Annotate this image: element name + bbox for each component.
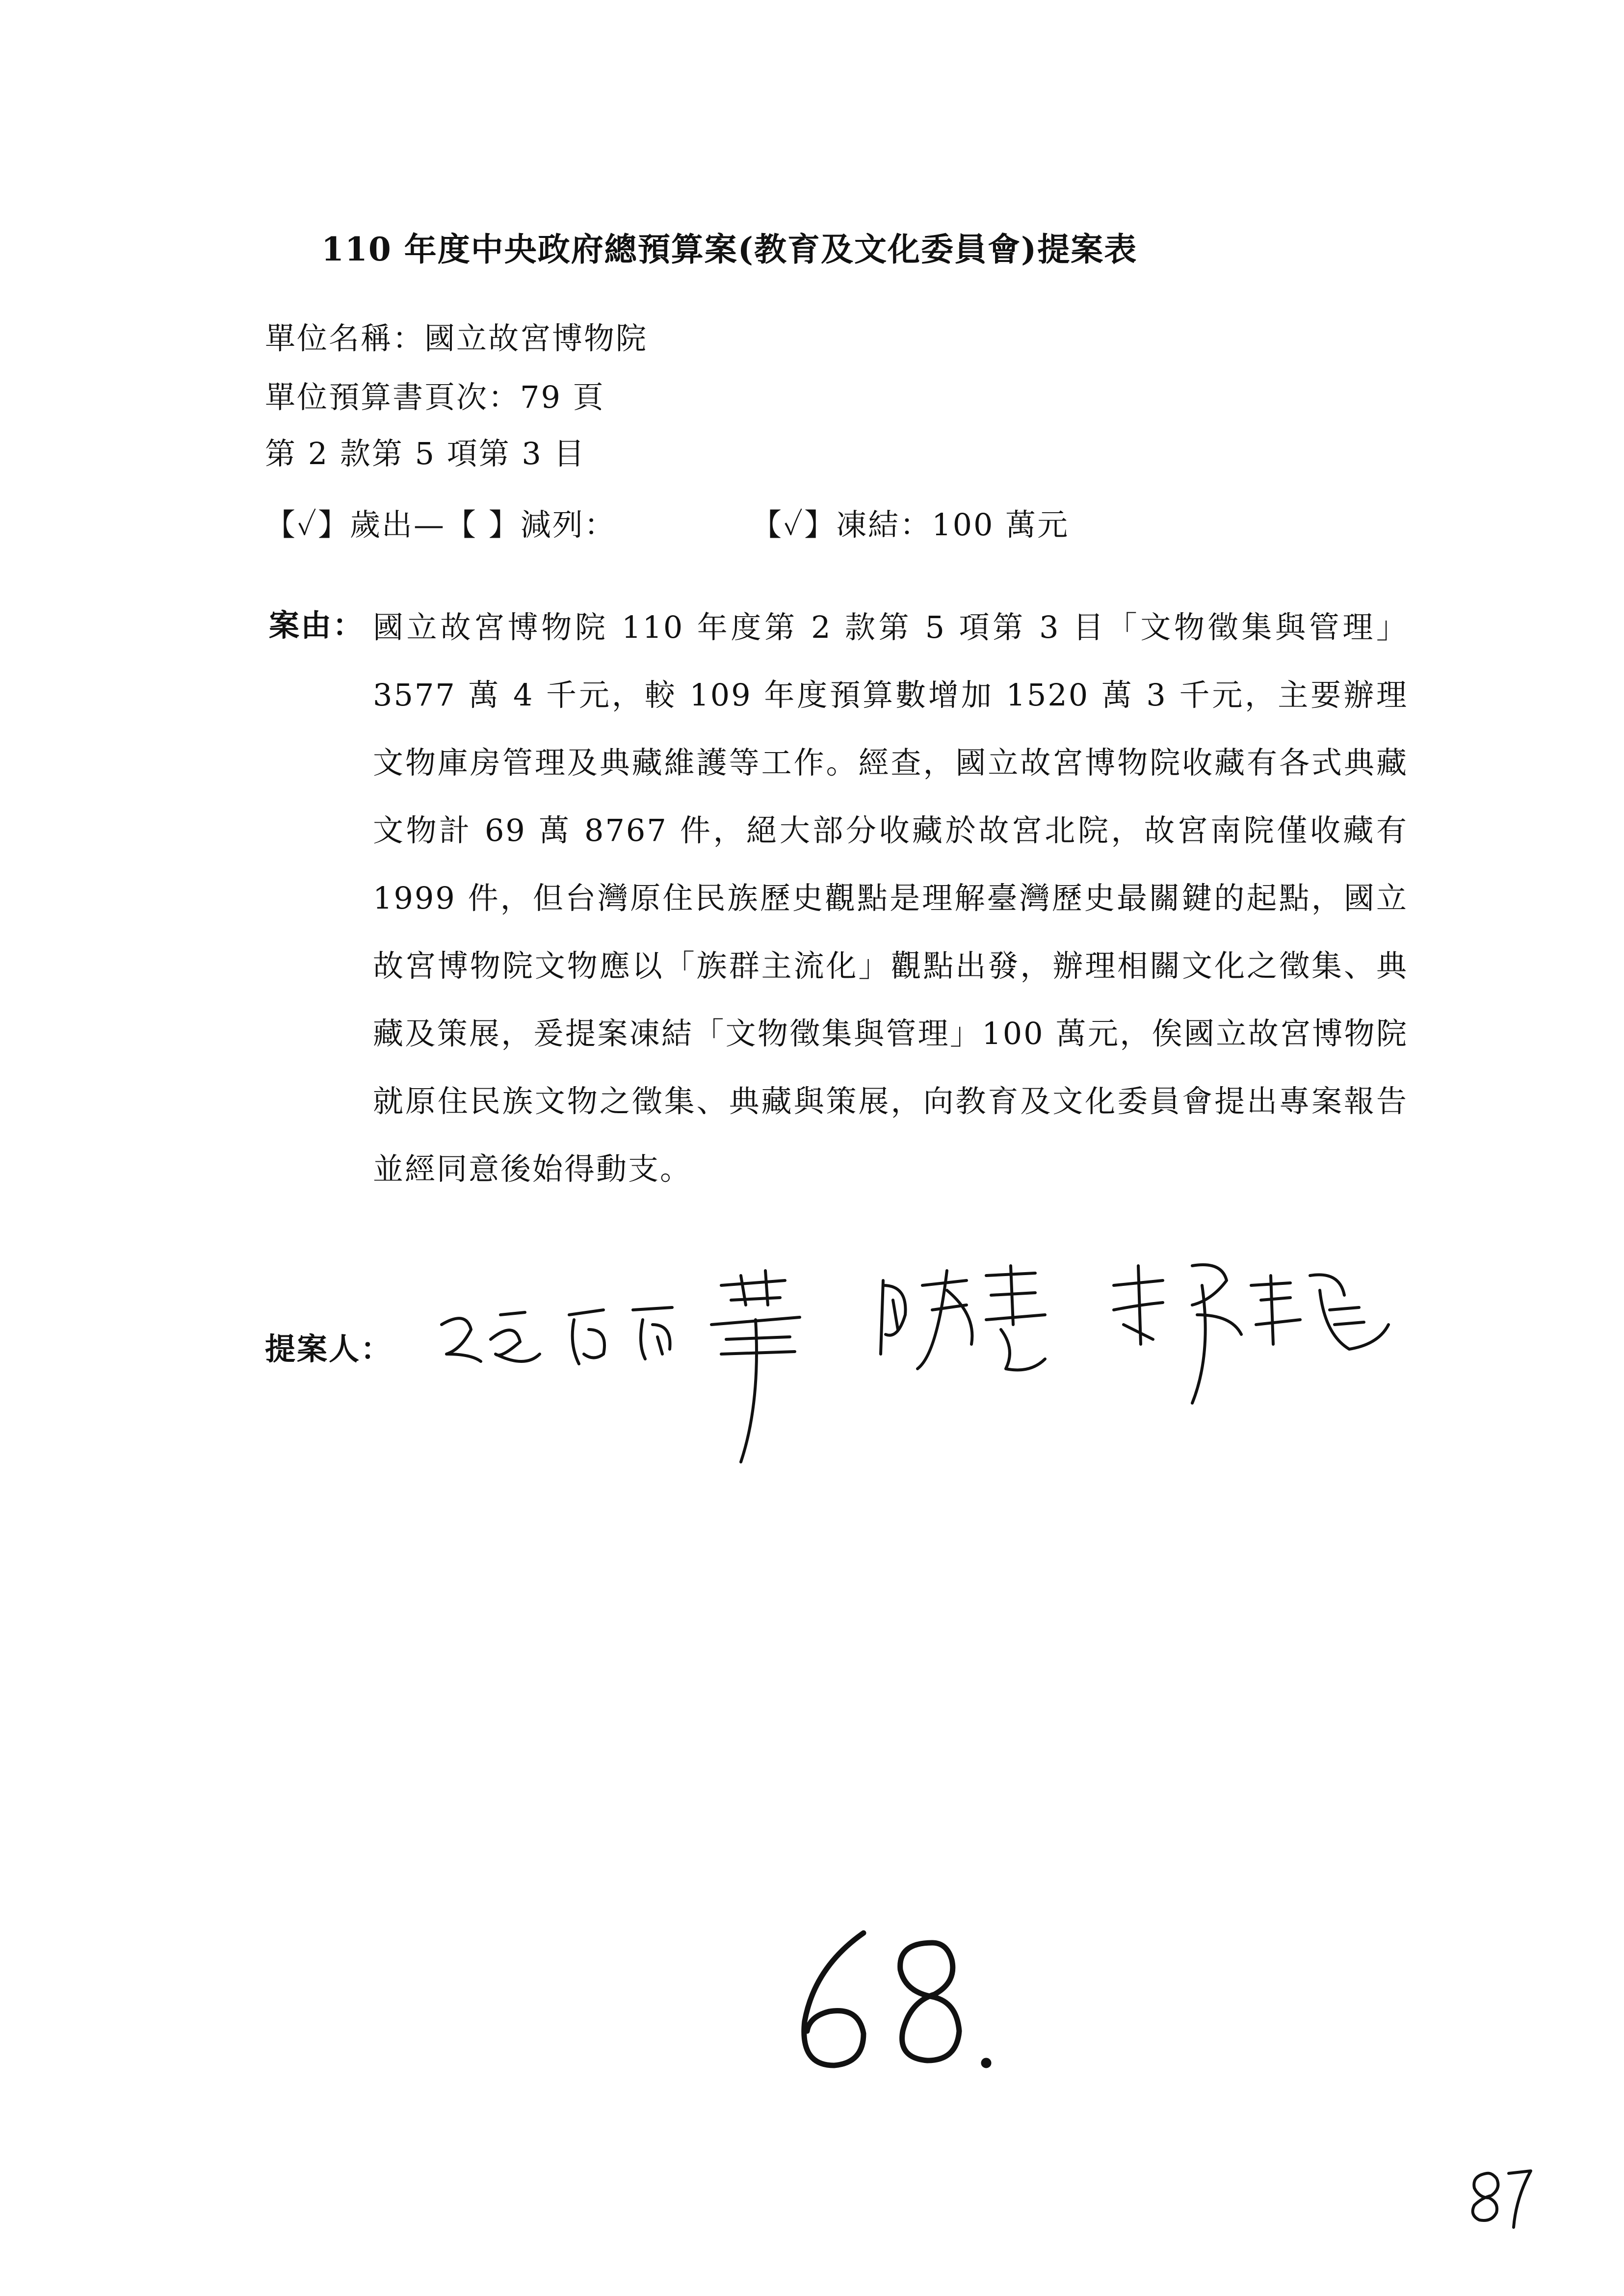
options-line xyxy=(265,500,1069,544)
proposer-label: 提案人： xyxy=(265,1331,393,1367)
handwritten-signatures xyxy=(427,1256,1506,1491)
handwritten-number xyxy=(780,1923,1025,2090)
freeze-option: 【✓】凍結：100 萬元 xyxy=(751,507,1070,543)
unit-name: 單位名稱：國立故宮博物院 xyxy=(265,320,648,356)
case-label: 案由： xyxy=(269,607,365,643)
case-text: 國立故宮博物院 110 年度第 2 款第 5 項第 3 目「文物徵集與管理」3577 萬 4 千元，較 109 年度預算數增加 1520 萬 3 千元，主要辦理文物庫房管理及典藏維護等工作。經查，國立故宮博物院收藏有各式典藏文物計 69 萬 8767 件，絕大部分收藏於故宮北院，故宮南院僅收藏有 1999 件，但台灣原住民族歷史觀點是理解臺灣歷史最關鍵的起點，國立故宮博物院文物應以「族群主流化」觀點出發，辦理相關文化之徵集、典藏及策展，爰提案凍結「文物徵集與管理」100 萬元，俟國立故宮博物院就原住民族文物之徵集、典藏與策展，向教育及文化委員會提出專案報告並經同意後始得動支。 xyxy=(373,609,1408,1187)
item-ref: 第 2 款第 5 項第 3 目 xyxy=(265,436,586,471)
expenditure-option: 【✓】歲出—【 】減列： xyxy=(265,507,616,543)
budget-page-ref: 單位預算書頁次：79 頁 xyxy=(265,379,605,415)
handwritten-page-number xyxy=(1462,2159,1541,2232)
page-title: 110 年度中央政府總預算案(教育及文化委員會)提案表 xyxy=(321,230,1138,268)
